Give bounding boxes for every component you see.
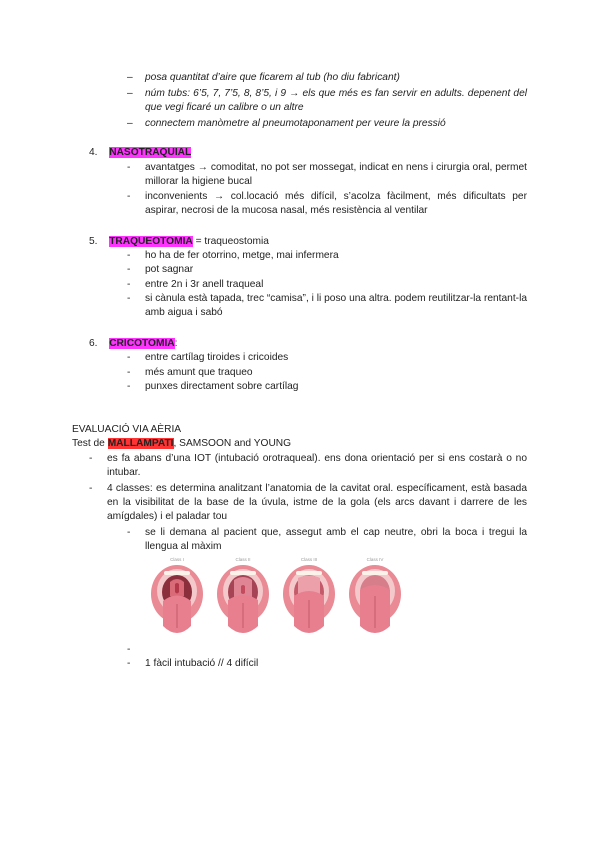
airway-heading: EVALUACIÓ VIA AÈRIA	[72, 424, 182, 435]
bullet-dash: -	[127, 644, 131, 655]
sub-list-item	[127, 526, 527, 554]
list-item-text: es fa abans d’una IOT (intubació orotraqueal). ens dona orientació per si ens costarà o no intubar.	[107, 453, 527, 478]
section-title: TRAQUEOTOMIA	[109, 236, 193, 247]
mallampati-class-2	[214, 556, 272, 640]
class-label: Class I	[170, 557, 184, 562]
bullet-dash: -	[89, 453, 93, 464]
list-item-text: punxes directament sobre cartílag	[145, 381, 299, 392]
list-item	[127, 190, 527, 218]
list-item-text: ho ha de fer otorrino, metge, mai infermera	[145, 250, 339, 261]
list-item-text: avantatges → comoditat, no pot ser mossegat, indicat en nens i cirurgia oral, permet millorar la higiene bucal	[145, 162, 527, 187]
list-item	[89, 482, 527, 524]
mouth-class-3-icon	[280, 556, 338, 640]
list-item-text: més amunt que traqueo	[145, 367, 253, 378]
class-label: Class IV	[366, 557, 384, 562]
bullet-dash: -	[127, 658, 131, 669]
mallampati-class-1	[148, 556, 206, 640]
list-item	[89, 452, 527, 480]
mallampati-class-3	[280, 556, 338, 640]
list-item-text: entre 2n i 3r anell traqueal	[145, 279, 264, 290]
bullet-dash: -	[89, 483, 93, 494]
bullet-dash: –	[127, 88, 133, 99]
section-number: 6.	[89, 338, 98, 349]
mouth-class-1-icon	[148, 556, 206, 640]
list-item-text: connectem manòmetre al pneumotaponament per veure la pressió	[145, 118, 446, 129]
bullet-dash: –	[127, 118, 133, 129]
mallampati-class-4	[346, 556, 404, 640]
list-item-text: pot sagnar	[145, 264, 194, 275]
list-item-text: 1 fàcil intubació // 4 difícil	[145, 658, 259, 669]
list-item	[127, 161, 527, 189]
bullet-dash: -	[127, 381, 131, 392]
section-title: NASOTRAQUIAL	[109, 147, 192, 158]
bullet-dash: -	[127, 293, 131, 304]
test-highlight: MALLAMPATI	[107, 438, 174, 449]
list-item-text: entre cartílag tiroides i cricoides	[145, 352, 289, 363]
list-item-text: 4 classes: es determina analitzant l’anatomia de la cavitat oral. específicament, està basada en la visibilitat de la base de la úvula, istme de la gola (els arcs davant i darrere de les amígdales) i el paladar tou	[107, 483, 527, 522]
bullet-dash: -	[127, 264, 131, 275]
section-title: CRICOTOMIA	[109, 338, 175, 349]
mouth-class-4-icon	[346, 556, 404, 640]
section-number: 5.	[89, 236, 98, 247]
class-label: Class II	[235, 557, 251, 562]
section-heading	[89, 235, 269, 249]
mallampati-classes-image	[148, 556, 404, 640]
bullet-dash: –	[127, 72, 133, 83]
bullet-dash: -	[127, 279, 131, 290]
list-item	[127, 87, 527, 115]
class-label: Class III	[300, 557, 318, 562]
bullet-dash: -	[127, 367, 131, 378]
bullet-dash: -	[127, 527, 131, 538]
list-item-text: posa quantitat d’aire que ficarem al tub (ho diu fabricant)	[145, 72, 400, 83]
mouth-class-2-icon	[214, 556, 272, 640]
bullet-dash: -	[127, 352, 131, 363]
list-item-text: inconvenients → col.locació més difícil, s’acolza fàcilment, més dificultats per aspirar, necrosi de la mucosa nasal, més resistència al ventilar	[145, 191, 527, 216]
list-item-text: si cànula està tapada, trec “camisa”, i li poso una altra. podem reutilitzar-la rentant-la amb aigua i sabó	[145, 293, 527, 318]
bullet-dash: -	[127, 191, 131, 202]
test-line	[72, 437, 291, 451]
section-title-suffix: = traqueostomia	[192, 236, 269, 247]
section-number: 4.	[89, 147, 98, 158]
section-heading	[89, 146, 191, 160]
section-heading	[89, 337, 178, 351]
test-prefix: Test de	[72, 438, 108, 449]
section-title-suffix: :	[174, 338, 178, 349]
list-item	[127, 292, 527, 320]
bullet-dash: -	[127, 162, 131, 173]
list-item-text: se li demana al pacient que, assegut amb el cap neutre, obri la boca i tregui la llengua al màxim	[145, 527, 527, 552]
test-suffix: , SAMSOON and YOUNG	[173, 438, 292, 449]
bullet-dash: -	[127, 250, 131, 261]
list-item-text: núm tubs: 6’5, 7, 7’5, 8, 8’5, i 9 → els que més es fan servir en adults. depenent del que vegi ficaré un calibre o un altre	[145, 88, 527, 113]
